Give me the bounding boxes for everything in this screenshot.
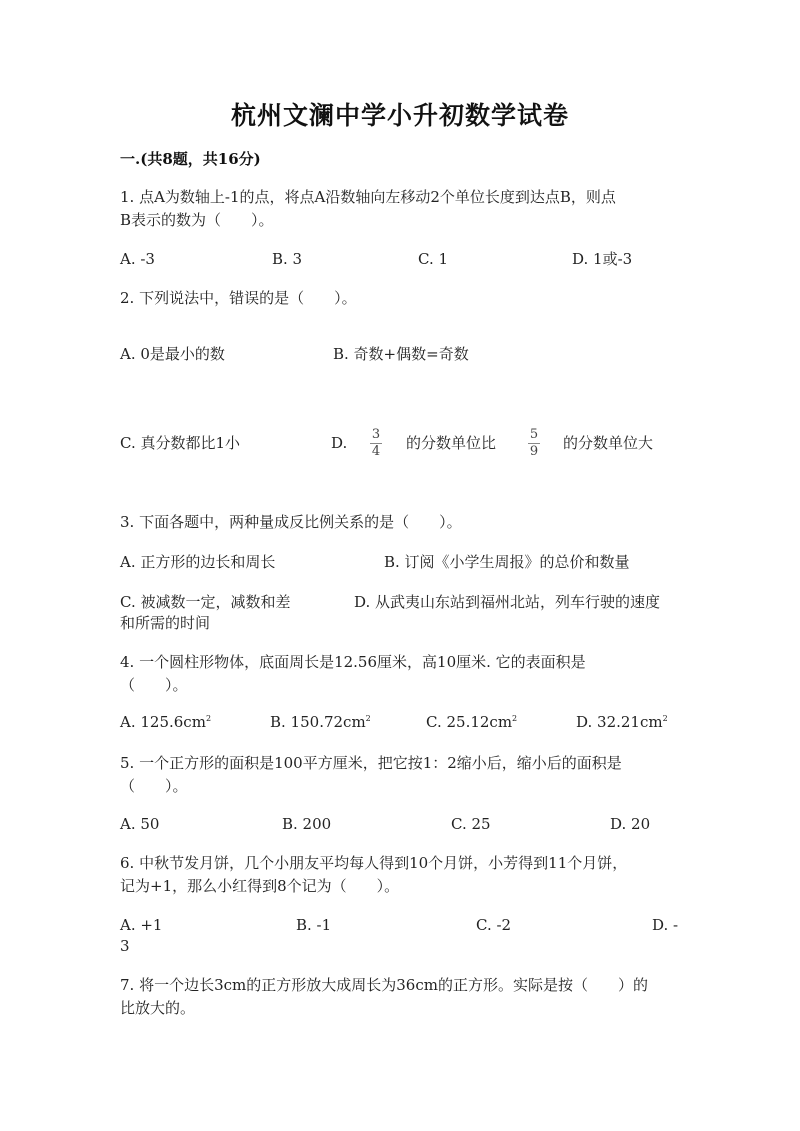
question-5 — [120, 752, 680, 798]
question-4-line-2: （ ）。 — [120, 676, 188, 694]
exam-title: 杭州文澜中学小升初数学试卷 — [230, 101, 569, 130]
question-7-line-2: 比放大的。 — [120, 999, 196, 1017]
fraction-three-quarters — [368, 428, 384, 459]
question-6 — [120, 852, 680, 898]
q2-option-d-label: D. — [331, 434, 348, 452]
question-5-line-1: 5. 一个正方形的面积是100平方厘米，把它按1：2缩小后，缩小后的面积是 — [120, 754, 622, 772]
q4-option-a: A. $125.6cm^2$ — [120, 713, 212, 731]
question-5-line-2: （ ）。 — [120, 777, 188, 795]
q5-option-d: D. 20 — [610, 815, 651, 833]
question-6-line-2: 记为+1，那么小红得到8个记为（ ）。 — [120, 877, 400, 895]
section-heading: 一.(共8题，共16分) — [120, 150, 261, 168]
question-1-line-1: 1. 点A为数轴上-1的点，将点A沿数轴向左移动2个单位长度到达点B，则点 — [120, 188, 616, 206]
q3-option-d-line-1: D. 从武夷山东站到福州北站，列车行驶的速度 — [354, 593, 661, 611]
question-4 — [120, 651, 680, 697]
fraction-five-ninths — [526, 428, 542, 459]
q4-option-d: D. $32.21cm^2$ — [576, 713, 668, 731]
q6-option-b: B. -1 — [296, 916, 332, 934]
q5-option-b: B. 200 — [282, 815, 332, 833]
q6-option-d-wrap: 3 — [120, 937, 130, 955]
q2-option-b: B. 奇数+偶数=奇数 — [333, 345, 469, 363]
question-7 — [120, 974, 680, 1020]
fraction-2-denominator: 9 — [529, 444, 539, 459]
q3-option-b: B. 订阅《小学生周报》的总价和数量 — [384, 553, 630, 571]
question-7-line-1: 7. 将一个边长3cm的正方形放大成周长为36cm的正方形。实际是按（ ）的 — [120, 976, 648, 994]
q1-option-a: A. -3 — [120, 250, 155, 268]
fraction-1-denominator: 4 — [371, 444, 381, 459]
q6-option-a: A. +1 — [120, 916, 163, 934]
question-4-line-1: 4. 一个圆柱形物体，底面周长是12.56厘米，高10厘米. 它的表面积是 — [120, 653, 586, 671]
question-1 — [120, 186, 680, 232]
fraction-2-numerator: 5 — [529, 427, 539, 442]
q4-option-b: B. $150.72cm^2$ — [270, 713, 371, 731]
q4-option-c: C. $25.12cm^2$ — [426, 713, 518, 731]
q3-option-d-line-2: 和所需的时间 — [120, 614, 211, 632]
fraction-1-numerator: 3 — [371, 427, 381, 442]
q2-option-c: C. 真分数都比1小 — [120, 434, 241, 452]
q1-option-b: B. 3 — [272, 250, 303, 268]
q6-option-d: D. - — [652, 916, 679, 934]
question-2: 2. 下列说法中，错误的是（ ）。 — [120, 289, 357, 307]
q3-option-a: A. 正方形的边长和周长 — [120, 553, 276, 571]
q2-option-d-suffix: 的分数单位大 — [563, 434, 654, 452]
q5-option-c: C. 25 — [451, 815, 491, 833]
q1-option-d: D. 1或-3 — [572, 250, 633, 268]
q2-option-d-mid: 的分数单位比 — [406, 434, 497, 452]
q3-option-c: C. 被减数一定，减数和差 — [120, 593, 291, 611]
question-6-line-1: 6. 中秋节发月饼，几个小朋友平均每人得到10个月饼，小芳得到11个月饼， — [120, 854, 628, 872]
question-3: 3. 下面各题中，两种量成反比例关系的是（ ）。 — [120, 513, 462, 531]
q2-option-a: A. 0是最小的数 — [120, 345, 225, 363]
question-1-line-2: B表示的数为（ ）。 — [120, 211, 274, 229]
q5-option-a: A. 50 — [120, 815, 160, 833]
q1-option-c: C. 1 — [418, 250, 449, 268]
q6-option-c: C. -2 — [476, 916, 512, 934]
